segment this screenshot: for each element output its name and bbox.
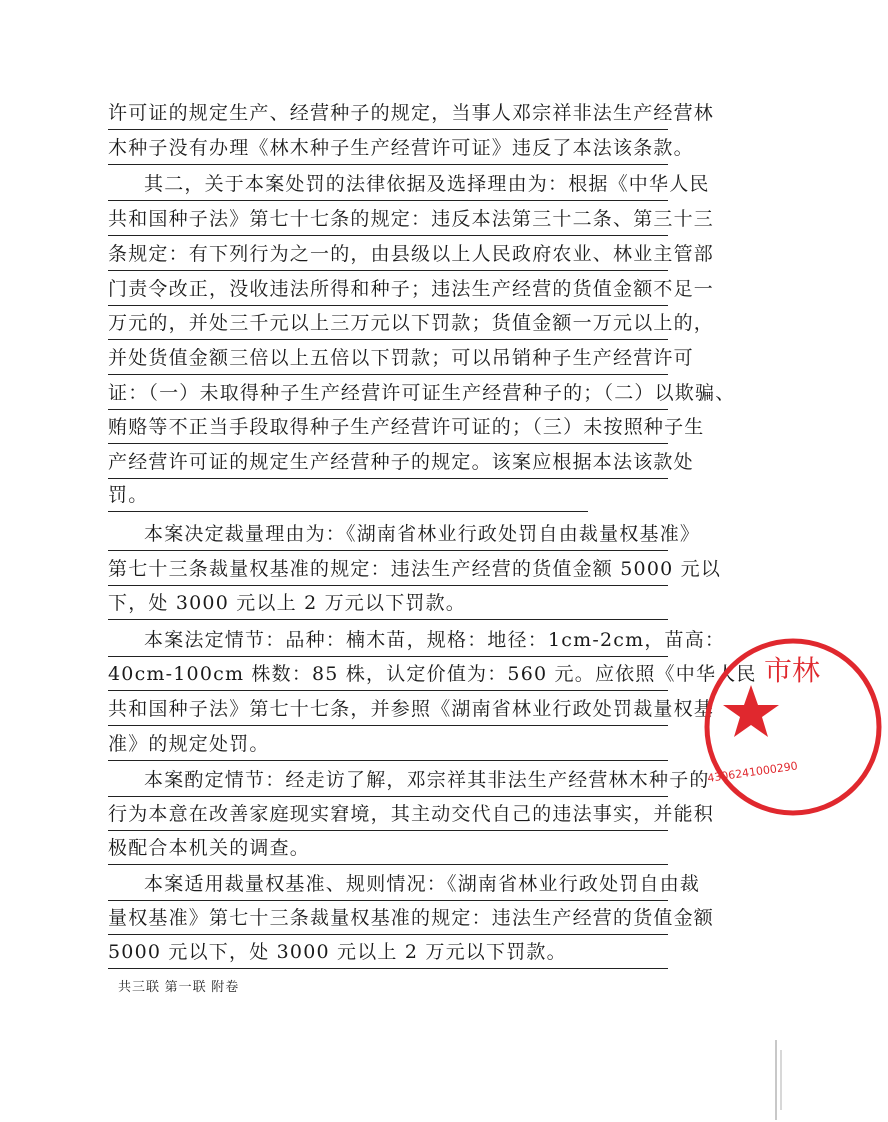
star-icon: [723, 685, 779, 737]
seal-number: 4306241000290: [706, 759, 799, 785]
text-line: 许可证的规定生产、经营种子的规定，当事人邓宗祥非法生产经营林: [108, 96, 668, 130]
text-line: 本案法定情节：品种：楠木苗，规格：地径：1cm-2cm，苗高：: [108, 623, 668, 657]
text-line: 共和国种子法》第七十七条的规定：违反本法第三十二条、第三十三: [108, 202, 668, 236]
text-line: 其二，关于本案处罚的法律依据及选择理由为：根据《中华人民: [108, 167, 668, 201]
text-line: 极配合本机关的调查。: [108, 831, 668, 865]
text-line: 并处货值金额三倍以上五倍以下罚款；可以吊销种子生产经营许可: [108, 341, 668, 375]
text-line: 行为本意在改善家庭现实窘境，其主动交代自己的违法事实，并能积: [108, 797, 668, 831]
text-line: 门责令改正，没收违法所得和种子；违法生产经营的货值金额不足一: [108, 272, 668, 306]
footer-note: 共三联 第一联 附卷: [118, 979, 240, 994]
text-line: 罚。: [108, 478, 588, 512]
text-line: 万元的，并处三千元以上三万元以下罚款；货值金额一万元以上的，: [108, 306, 668, 340]
text-line: 共和国种子法》第七十七条，并参照《湖南省林业行政处罚裁量权基: [108, 692, 668, 726]
seal-text: 市林: [764, 654, 821, 687]
page-edge-mark: [772, 1040, 786, 1120]
text-line: 下，处 3000 元以上 2 万元以下罚款。: [108, 586, 668, 620]
text-line: 40cm-100cm 株数：85 株，认定价值为：560 元。应依照《中华人民: [108, 657, 668, 691]
text-line: 第七十三条裁量权基准的规定：违法生产经营的货值金额 5000 元以: [108, 552, 668, 586]
text-line: 条规定：有下列行为之一的，由县级以上人民政府农业、林业主管部: [108, 237, 668, 271]
text-line: 证：（一）未取得种子生产经营许可证生产经营种子的；（二）以欺骗、: [108, 376, 668, 410]
text-line: 5000 元以下，处 3000 元以上 2 万元以下罚款。: [108, 935, 668, 969]
official-seal: [698, 632, 888, 822]
text-line: 本案决定裁量理由为：《湖南省林业行政处罚自由裁量权基准》: [108, 517, 668, 551]
text-line: 木种子没有办理《林木种子生产经营许可证》违反了本法该条款。: [108, 131, 668, 165]
text-line: 准》的规定处罚。: [108, 727, 668, 761]
text-line: 贿赂等不正当手段取得种子生产经营许可证的；（三）未按照种子生: [108, 410, 668, 444]
text-line: 本案酌定情节：经走访了解，邓宗祥其非法生产经营林木种子的: [108, 763, 668, 797]
text-line: 本案适用裁量权基准、规则情况：《湖南省林业行政处罚自由裁: [108, 867, 668, 901]
text-line: 产经营许可证的规定生产经营种子的规定。该案应根据本法该款处: [108, 445, 668, 479]
text-line: 量权基准》第七十三条裁量权基准的规定：违法生产经营的货值金额: [108, 901, 668, 935]
